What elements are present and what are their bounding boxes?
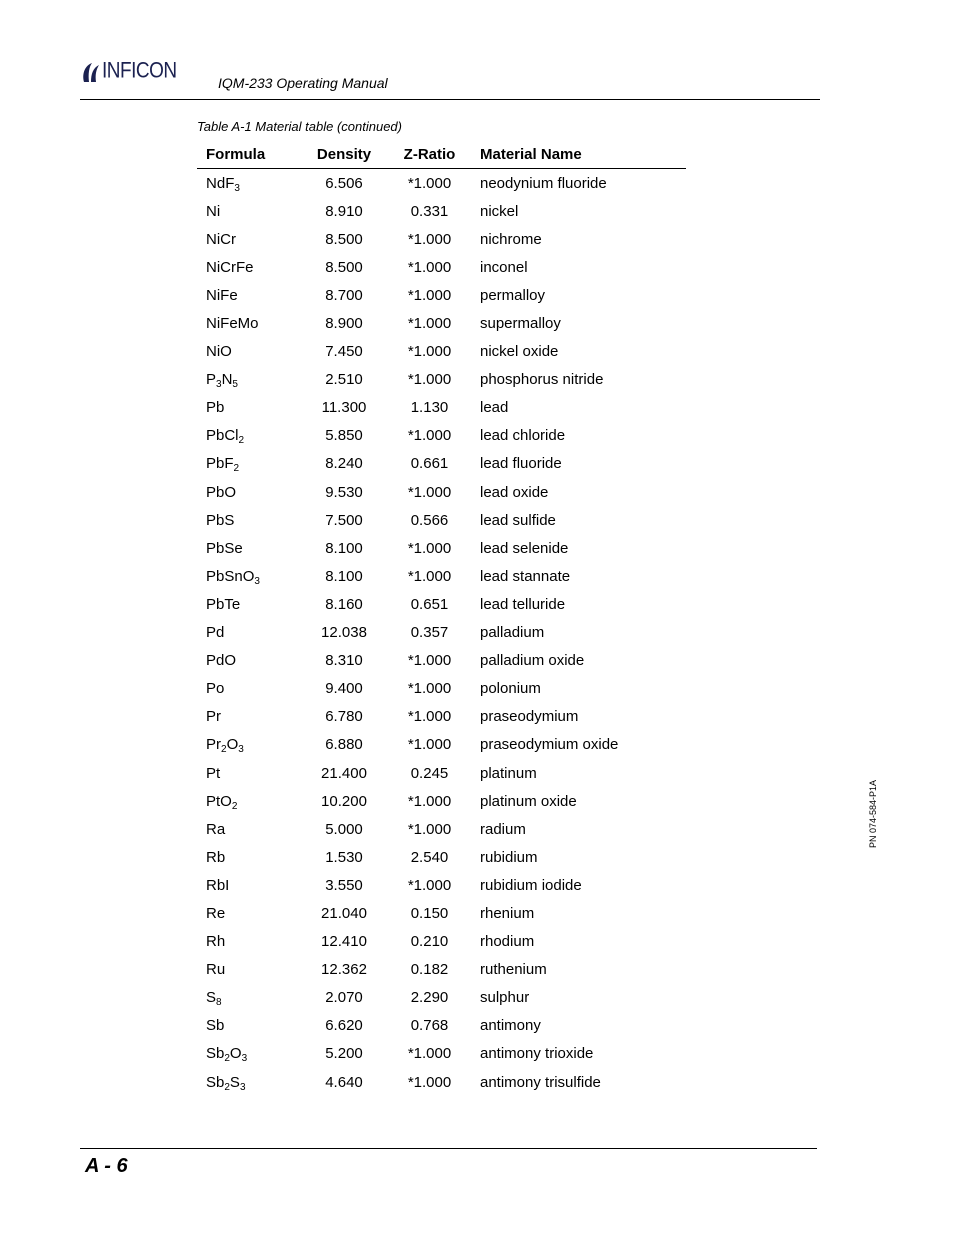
cell-formula [197, 1012, 301, 1040]
formula-subscript: 3 [254, 575, 260, 587]
table-header-row [197, 140, 686, 169]
table-row [197, 731, 686, 759]
table-row [197, 815, 686, 843]
formula-element: S [229, 1073, 240, 1091]
table-row [197, 956, 686, 984]
cell-formula [197, 562, 301, 590]
cell-zratio: 0.651 [410, 595, 449, 613]
formula-subscript: 3 [234, 182, 240, 194]
formula-element: O [226, 736, 239, 754]
cell-zratio: *1.000 [407, 1073, 452, 1091]
cell-formula [197, 871, 301, 899]
formula-element: Ru [206, 961, 226, 979]
cell-material-name: lead selenide [480, 539, 569, 557]
cell-material-name: praseodymium [480, 708, 579, 726]
table-row [197, 422, 686, 450]
cell-material-name: polonium [480, 680, 541, 698]
cell-zratio: 0.245 [410, 764, 449, 782]
cell-formula [197, 787, 301, 815]
table-row [197, 338, 686, 366]
cell-material-name: antimony [480, 1017, 541, 1035]
formula-element: NiFeMo [206, 315, 259, 333]
table-row [197, 478, 686, 506]
formula-subscript: 3 [216, 379, 222, 391]
formula-element: NiCrFe [206, 258, 254, 276]
table-row [197, 675, 686, 703]
cell-zratio: *1.000 [407, 708, 452, 726]
table-row [197, 590, 686, 618]
formula-element: F [225, 174, 235, 192]
cell-material-name: palladium [480, 624, 545, 642]
cell-zratio: 0.182 [410, 961, 449, 979]
material-table [197, 140, 686, 1096]
formula-element: Nd [206, 174, 226, 192]
formula-element: O [229, 1045, 242, 1063]
cell-zratio: *1.000 [407, 567, 452, 585]
cell-material-name: inconel [480, 258, 528, 276]
formula-subscript: 2 [224, 1081, 230, 1093]
table-caption: Table A-1 Material table (continued) [197, 119, 402, 134]
cell-material-name: platinum oxide [480, 792, 577, 810]
formula-subscript: 2 [221, 744, 227, 756]
table-row [197, 562, 686, 590]
table-row [197, 928, 686, 956]
cell-density: 2.070 [325, 989, 363, 1007]
cell-formula [197, 506, 301, 534]
cell-formula [197, 197, 301, 225]
cell-density: 6.780 [325, 708, 363, 726]
cell-density: 11.300 [321, 399, 367, 417]
formula-element: PbTe [206, 595, 241, 613]
cell-density: 8.100 [325, 567, 363, 585]
cell-material-name: antimony trisulfide [480, 1073, 601, 1091]
header-rule [80, 99, 820, 100]
table-row [197, 169, 686, 198]
cell-formula [197, 759, 301, 787]
formula-element: PbS [206, 511, 235, 529]
table-row [197, 1040, 686, 1068]
formula-subscript: 2 [224, 1053, 230, 1065]
table-row [197, 759, 686, 787]
cell-formula [197, 450, 301, 478]
formula-element: PbSnO [206, 567, 255, 585]
table-row [197, 197, 686, 225]
cell-density: 6.620 [325, 1017, 363, 1035]
cell-density: 4.640 [325, 1073, 363, 1091]
table-row [197, 394, 686, 422]
cell-density: 12.410 [321, 933, 367, 951]
cell-density: 8.240 [325, 455, 363, 473]
cell-density: 9.530 [325, 483, 363, 501]
cell-zratio: 0.768 [410, 1017, 449, 1035]
table-row [197, 647, 686, 675]
cell-density: 10.200 [321, 792, 367, 810]
formula-element: NiO [206, 343, 232, 361]
cell-material-name: lead [480, 399, 509, 417]
cell-zratio: 2.540 [410, 848, 449, 866]
formula-element: P [206, 371, 217, 389]
cell-formula [197, 281, 301, 309]
cell-material-name: rubidium [480, 848, 538, 866]
cell-zratio: 0.150 [410, 904, 449, 922]
formula-element: PbO [206, 483, 237, 501]
cell-formula [197, 815, 301, 843]
formula-element: Ni [206, 202, 221, 220]
formula-element: Pt [206, 764, 221, 782]
cell-formula [197, 843, 301, 871]
cell-formula [197, 394, 301, 422]
cell-material-name: phosphorus nitride [480, 371, 604, 389]
formula-subscript: 5 [232, 379, 238, 391]
cell-density: 6.506 [325, 174, 363, 192]
part-number-text: PN 074-584-P1A [868, 779, 878, 848]
cell-zratio: *1.000 [407, 371, 452, 389]
table-row [197, 225, 686, 253]
formula-element: NiCr [206, 230, 236, 248]
cell-material-name: lead oxide [480, 483, 549, 501]
formula-subscript: 3 [241, 1053, 248, 1065]
cell-zratio: 0.210 [410, 933, 449, 951]
cell-density: 9.400 [325, 680, 363, 698]
cell-formula [197, 338, 301, 366]
cell-formula [197, 478, 301, 506]
cell-zratio: 0.331 [410, 202, 449, 220]
formula-subscript: 2 [233, 463, 240, 475]
cell-zratio: *1.000 [407, 174, 452, 192]
column-header-material-name: Material Name [480, 145, 582, 163]
cell-formula [197, 225, 301, 253]
cell-material-name: nichrome [480, 230, 542, 248]
cell-zratio: *1.000 [407, 680, 452, 698]
table-row [197, 871, 686, 899]
cell-density: 2.510 [325, 371, 363, 389]
formula-element: Sb [206, 1017, 225, 1035]
formula-element: NiFe [206, 286, 238, 304]
formula-element: Rh [206, 933, 226, 951]
cell-density: 7.450 [325, 343, 363, 361]
cell-density: 21.040 [321, 904, 367, 922]
formula-element: Sb [206, 1073, 225, 1091]
cell-zratio: *1.000 [407, 652, 452, 670]
table-row [197, 843, 686, 871]
cell-formula [197, 984, 301, 1012]
formula-element: Po [206, 680, 225, 698]
cell-density: 8.910 [325, 202, 363, 220]
table-row [197, 366, 686, 394]
formula-element: Sb [206, 1045, 225, 1063]
cell-material-name: lead stannate [480, 567, 571, 585]
table-row [197, 450, 686, 478]
cell-zratio: 1.130 [410, 399, 449, 417]
cell-formula [197, 731, 301, 759]
cell-zratio: *1.000 [407, 1045, 452, 1063]
cell-zratio: 0.566 [410, 511, 449, 529]
cell-formula [197, 1040, 301, 1068]
table-row [197, 1068, 686, 1096]
table-row [197, 534, 686, 562]
formula-element: Ra [206, 820, 226, 838]
cell-material-name: sulphur [480, 989, 530, 1007]
cell-density: 3.550 [325, 876, 363, 894]
formula-element: Rb [206, 848, 226, 866]
cell-zratio: 0.661 [410, 455, 449, 473]
cell-material-name: lead chloride [480, 427, 566, 445]
table-body [197, 169, 686, 1097]
formula-element: Re [206, 904, 226, 922]
table-row [197, 703, 686, 731]
cell-density: 5.200 [325, 1045, 363, 1063]
cell-zratio: *1.000 [407, 230, 452, 248]
formula-subscript: 3 [239, 1081, 246, 1093]
cell-formula [197, 899, 301, 927]
cell-formula [197, 309, 301, 337]
cell-density: 12.038 [321, 624, 367, 642]
cell-zratio: *1.000 [407, 286, 452, 304]
cell-material-name: nickel oxide [480, 343, 559, 361]
column-header-formula: Formula [206, 145, 266, 163]
cell-zratio: 0.357 [410, 624, 449, 642]
column-header-density: Density [316, 145, 372, 163]
formula-element: RbI [206, 876, 230, 894]
table-row [197, 281, 686, 309]
material-table-container [197, 140, 686, 1096]
formula-element: N [221, 371, 233, 389]
cell-formula [197, 590, 301, 618]
cell-formula [197, 169, 301, 198]
logo-wordmark: INFICON [102, 59, 177, 84]
cell-formula [197, 534, 301, 562]
cell-material-name: lead telluride [480, 595, 566, 613]
cell-material-name: lead sulfide [480, 511, 556, 529]
cell-material-name: permalloy [480, 286, 546, 304]
cell-material-name: ruthenium [480, 961, 547, 979]
formula-element: PbCl [206, 427, 239, 445]
table-row [197, 1012, 686, 1040]
cell-zratio: *1.000 [407, 343, 452, 361]
cell-material-name: palladium oxide [480, 652, 585, 670]
inficon-logo-icon [80, 61, 100, 83]
table-row [197, 899, 686, 927]
table-row [197, 619, 686, 647]
cell-material-name: platinum [480, 764, 537, 782]
cell-formula [197, 675, 301, 703]
cell-zratio: *1.000 [407, 427, 452, 445]
cell-material-name: praseodymium oxide [480, 736, 619, 754]
formula-element: Pb [206, 399, 225, 417]
cell-material-name: neodynium fluoride [480, 174, 607, 192]
cell-material-name: radium [480, 820, 526, 838]
formula-subscript: 3 [238, 744, 244, 756]
cell-density: 12.362 [321, 961, 367, 979]
cell-zratio: *1.000 [407, 820, 452, 838]
page-number: A - 6 [85, 1155, 128, 1177]
cell-density: 8.700 [325, 286, 363, 304]
cell-zratio: *1.000 [407, 483, 452, 501]
cell-material-name: rhenium [480, 904, 535, 922]
cell-density: 5.000 [325, 820, 363, 838]
formula-element: Pr [206, 708, 221, 726]
cell-zratio: *1.000 [407, 736, 452, 754]
cell-zratio: 2.290 [410, 989, 449, 1007]
cell-formula [197, 619, 301, 647]
cell-formula [197, 1068, 301, 1096]
document-title: IQM-233 Operating Manual [218, 75, 388, 91]
table-row [197, 309, 686, 337]
cell-material-name: lead fluoride [480, 455, 562, 473]
formula-element: S [206, 989, 217, 1007]
cell-material-name: supermalloy [480, 315, 561, 333]
cell-zratio: *1.000 [407, 258, 452, 276]
formula-element: Pr [206, 736, 221, 754]
footer-rule [80, 1148, 817, 1149]
formula-element: PbF [206, 455, 234, 473]
cell-formula [197, 703, 301, 731]
cell-formula [197, 928, 301, 956]
cell-formula [197, 956, 301, 984]
table-row [197, 253, 686, 281]
formula-element: PtO [206, 792, 232, 810]
cell-density: 8.310 [325, 652, 363, 670]
formula-element: PbSe [206, 539, 243, 557]
cell-material-name: rubidium iodide [480, 876, 582, 894]
cell-material-name: antimony trioxide [480, 1045, 594, 1063]
formula-subscript: 2 [238, 435, 245, 447]
formula-element: PdO [206, 652, 237, 670]
table-row [197, 787, 686, 815]
inficon-logo [80, 60, 177, 84]
cell-formula [197, 422, 301, 450]
cell-density: 8.100 [325, 539, 363, 557]
cell-formula [197, 366, 301, 394]
cell-zratio: *1.000 [407, 792, 452, 810]
table-row [197, 506, 686, 534]
cell-material-name: rhodium [480, 933, 535, 951]
cell-density: 8.500 [325, 258, 363, 276]
cell-density: 21.400 [321, 764, 367, 782]
cell-zratio: *1.000 [407, 539, 452, 557]
cell-density: 8.500 [325, 230, 363, 248]
cell-density: 1.530 [325, 848, 363, 866]
cell-density: 5.850 [325, 427, 363, 445]
formula-subscript: 2 [231, 800, 238, 812]
cell-zratio: *1.000 [407, 876, 452, 894]
formula-element: Pd [206, 624, 225, 642]
formula-subscript: 8 [216, 997, 222, 1009]
cell-material-name: nickel [480, 202, 519, 220]
cell-density: 6.880 [325, 736, 363, 754]
cell-density: 7.500 [325, 511, 363, 529]
cell-formula [197, 253, 301, 281]
cell-density: 8.900 [325, 315, 363, 333]
cell-zratio: *1.000 [407, 315, 452, 333]
table-row [197, 984, 686, 1012]
column-header-zratio: Z-Ratio [403, 145, 456, 163]
cell-formula [197, 647, 301, 675]
cell-density: 8.160 [325, 595, 363, 613]
